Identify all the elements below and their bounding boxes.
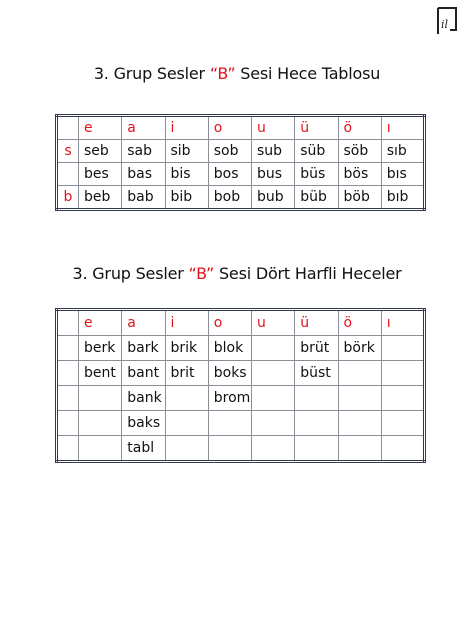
syllable-cell: bes <box>79 163 122 186</box>
word-cell: bank <box>122 386 165 411</box>
word-cell <box>79 436 122 462</box>
vowel-cell: e <box>79 116 122 140</box>
word-cell: berk <box>79 336 122 361</box>
word-cell: baks <box>122 411 165 436</box>
syllable-cell: böb <box>338 186 381 210</box>
table-row <box>57 336 425 361</box>
consonant-cell: b <box>57 186 79 210</box>
four-letter-table <box>55 308 426 463</box>
word-cell: brüt <box>295 336 338 361</box>
consonant-cell <box>57 163 79 186</box>
word-cell <box>338 411 381 436</box>
vowel-cell: i <box>165 116 208 140</box>
word-cell <box>381 361 424 386</box>
word-cell <box>79 386 122 411</box>
lead-cell <box>57 361 79 386</box>
syllable-cell: seb <box>79 140 122 163</box>
syllable-cell: sob <box>208 140 251 163</box>
syllable-cell: bob <box>208 186 251 210</box>
vowel-cell: ü <box>295 116 338 140</box>
syllable-cell: bus <box>252 163 295 186</box>
lead-cell <box>57 336 79 361</box>
page-title-four-letter <box>0 264 474 283</box>
word-cell: börk <box>338 336 381 361</box>
word-cell <box>165 386 208 411</box>
syllable-cell: sıb <box>381 140 424 163</box>
vowel-cell: ı <box>381 116 424 140</box>
word-cell <box>295 436 338 462</box>
word-cell <box>79 411 122 436</box>
word-cell <box>165 411 208 436</box>
title2-suffix: Sesi Dört Harfli Heceler <box>214 264 402 283</box>
title1-suffix: Sesi Hece Tablosu <box>235 64 381 83</box>
syllable-cell: bıs <box>381 163 424 186</box>
vowel-cell: o <box>208 116 251 140</box>
syllable-cell: bos <box>208 163 251 186</box>
word-cell <box>381 386 424 411</box>
logo-text: il <box>441 18 449 31</box>
corner-cell <box>57 116 79 140</box>
word-cell: bent <box>79 361 122 386</box>
syllable-table <box>55 114 426 211</box>
vowel-cell: a <box>122 116 165 140</box>
syllable-cell: büs <box>295 163 338 186</box>
vowel-cell: ö <box>338 310 381 336</box>
vowel-cell: ı <box>381 310 424 336</box>
word-cell <box>252 411 295 436</box>
word-cell <box>338 436 381 462</box>
word-cell <box>381 336 424 361</box>
title2-letter: “B” <box>188 264 215 283</box>
word-cell: brit <box>165 361 208 386</box>
syllable-cell: sab <box>122 140 165 163</box>
table-row <box>57 140 425 163</box>
table-row <box>57 186 425 210</box>
word-cell <box>381 411 424 436</box>
page-title-syllable-table <box>0 64 474 83</box>
word-cell <box>381 436 424 462</box>
syllable-cell: sub <box>252 140 295 163</box>
word-cell <box>295 386 338 411</box>
vowel-cell: a <box>122 310 165 336</box>
syllable-cell: söb <box>338 140 381 163</box>
table-row <box>57 163 425 186</box>
word-cell <box>252 386 295 411</box>
corner-cell <box>57 310 79 336</box>
vowel-cell: ö <box>338 116 381 140</box>
word-cell <box>252 336 295 361</box>
word-cell: bark <box>122 336 165 361</box>
vowel-cell: u <box>252 310 295 336</box>
word-cell: büst <box>295 361 338 386</box>
word-cell: bant <box>122 361 165 386</box>
table-row <box>57 361 425 386</box>
lead-cell <box>57 411 79 436</box>
vowel-header-row <box>57 116 425 140</box>
lead-cell <box>57 436 79 462</box>
syllable-cell: beb <box>79 186 122 210</box>
lead-cell <box>57 386 79 411</box>
vowel-cell: i <box>165 310 208 336</box>
word-cell: boks <box>208 361 251 386</box>
syllable-cell: sib <box>165 140 208 163</box>
title2-prefix: 3. Grup Sesler <box>72 264 189 283</box>
syllable-cell: süb <box>295 140 338 163</box>
syllable-cell: bös <box>338 163 381 186</box>
word-cell <box>165 436 208 462</box>
word-cell: brom <box>208 386 251 411</box>
syllable-cell: büb <box>295 186 338 210</box>
syllable-cell: bis <box>165 163 208 186</box>
vowel-cell: ü <box>295 310 338 336</box>
syllable-cell: bab <box>122 186 165 210</box>
table-row <box>57 386 425 411</box>
word-cell: blok <box>208 336 251 361</box>
vowel-cell: o <box>208 310 251 336</box>
syllable-cell: bub <box>252 186 295 210</box>
word-cell <box>295 411 338 436</box>
consonant-cell: s <box>57 140 79 163</box>
syllable-cell: bib <box>165 186 208 210</box>
word-cell <box>208 411 251 436</box>
word-cell <box>208 436 251 462</box>
word-cell <box>338 386 381 411</box>
word-cell <box>338 361 381 386</box>
word-cell <box>252 361 295 386</box>
vowel-header-row <box>57 310 425 336</box>
title1-prefix: 3. Grup Sesler <box>93 64 210 83</box>
vowel-cell: u <box>252 116 295 140</box>
word-cell: tabl <box>122 436 165 462</box>
vowel-cell: e <box>79 310 122 336</box>
table-row <box>57 411 425 436</box>
table-row <box>57 436 425 462</box>
word-cell <box>252 436 295 462</box>
word-cell: brik <box>165 336 208 361</box>
title1-letter: “B” <box>209 64 236 83</box>
syllable-cell: bıb <box>381 186 424 210</box>
corner-logo <box>434 6 460 36</box>
syllable-cell: bas <box>122 163 165 186</box>
